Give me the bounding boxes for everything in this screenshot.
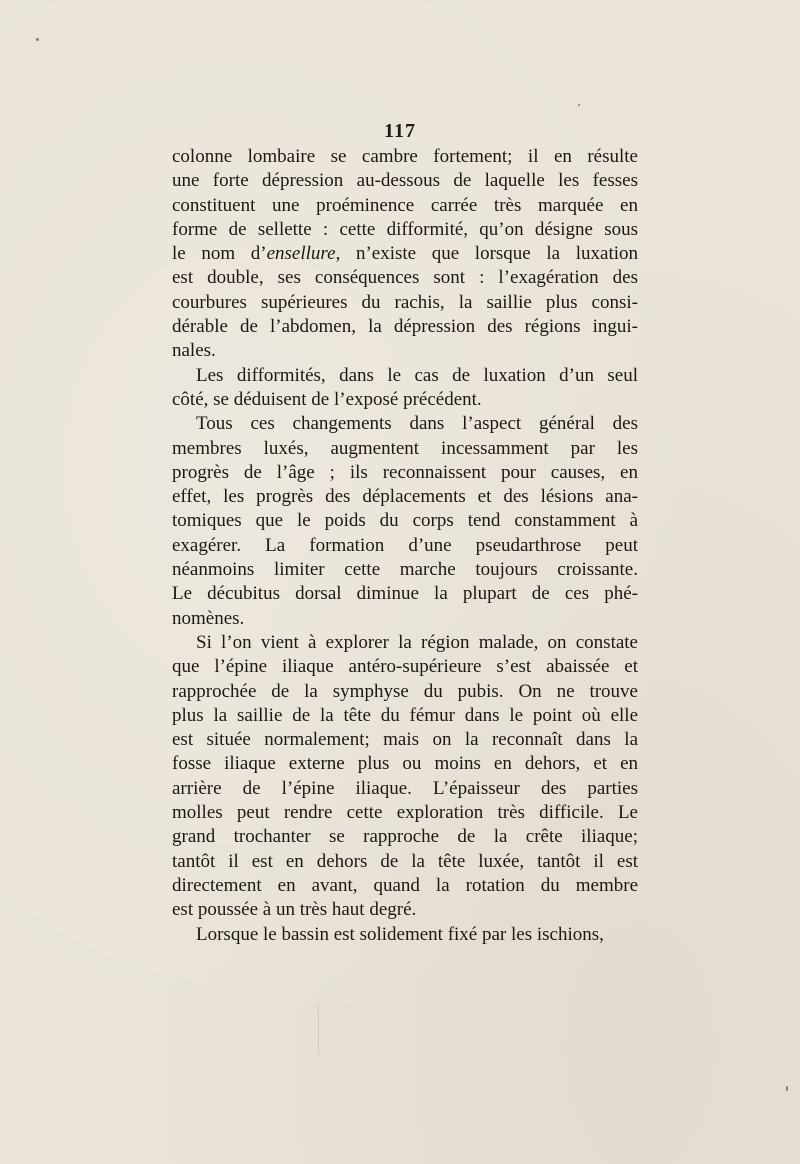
text-line: néanmoins limiter cette marche toujours croissante.: [172, 559, 638, 581]
page-number: 117: [384, 120, 416, 142]
text-line: le nom d’ensellure, n’existe que lorsque la luxation: [172, 243, 638, 265]
text-line: Tous ces changements dans l’aspect général des: [196, 413, 638, 435]
text-line: Si l’on vient à explorer la région malade, on constate: [196, 631, 638, 653]
text-line: rapprochée de la symphyse du pubis. On ne trouve: [172, 680, 638, 702]
text-line: constituent une proéminence carrée très marquée en: [172, 194, 638, 216]
text-line: nales.: [172, 340, 216, 362]
text-line: dérable de l’abdomen, la dépression des régions ingui-: [172, 316, 638, 338]
text-line: exagérer. La formation d’une pseudarthrose peut: [172, 534, 638, 556]
text-line: Le décubitus dorsal diminue la plupart de ces phé-: [172, 583, 638, 605]
text-line: est située normalement; mais on la reconnaît dans la: [172, 729, 638, 751]
paper-speck: [318, 1000, 319, 1060]
text-line: progrès de l’âge ; ils reconnaissent pour causes, en: [172, 461, 638, 483]
paper-speck: [578, 104, 580, 106]
text-line: Lorsque le bassin est solidement fixé par les ischions,: [196, 923, 604, 945]
text-line: directement en avant, quand la rotation du membre: [172, 874, 638, 896]
text-line: Les difformités, dans le cas de luxation d’un seul: [196, 364, 638, 386]
text-line: tantôt il est en dehors de la tête luxée, tantôt il est: [172, 850, 638, 872]
text-line: nomènes.: [172, 607, 245, 629]
text-line: effet, les progrès des déplacements et des lésions ana-: [172, 486, 638, 508]
text-line: arrière de l’épine iliaque. L’épaisseur des parties: [172, 777, 638, 799]
text-line: que l’épine iliaque antéro-supérieure s’est abaissée et: [172, 656, 638, 678]
text-line: courbures supérieures du rachis, la saillie plus consi-: [172, 291, 638, 313]
text-line: grand trochanter se rapproche de la crête iliaque;: [172, 826, 638, 848]
text-line: colonne lombaire se cambre fortement; il en résulte: [172, 146, 638, 167]
body-text: [172, 145, 638, 947]
text-line: plus la saillie de la tête du fémur dans le point où elle: [172, 704, 638, 726]
text-line: est poussée à un très haut degré.: [172, 899, 417, 921]
text-line: membres luxés, augmentent incessamment par les: [172, 437, 638, 459]
text-line: tomiques que le poids du corps tend constamment à: [172, 510, 638, 532]
text-line: côté, se déduisent de l’exposé précédent.: [172, 388, 482, 410]
paper-speck: [786, 1086, 788, 1091]
text-line: fosse iliaque externe plus ou moins en dehors, et en: [172, 753, 638, 775]
text-line: une forte dépression au-dessous de laquelle les fesses: [172, 170, 638, 192]
text-line: est double, ses conséquences sont : l’exagération des: [172, 267, 638, 289]
paper-speck: [36, 38, 39, 41]
text-line: forme de sellette : cette difformité, qu’on désigne sous: [172, 218, 638, 240]
text-line: molles peut rendre cette exploration très difficile. Le: [172, 802, 638, 824]
italic-term: ensellure: [266, 243, 336, 265]
